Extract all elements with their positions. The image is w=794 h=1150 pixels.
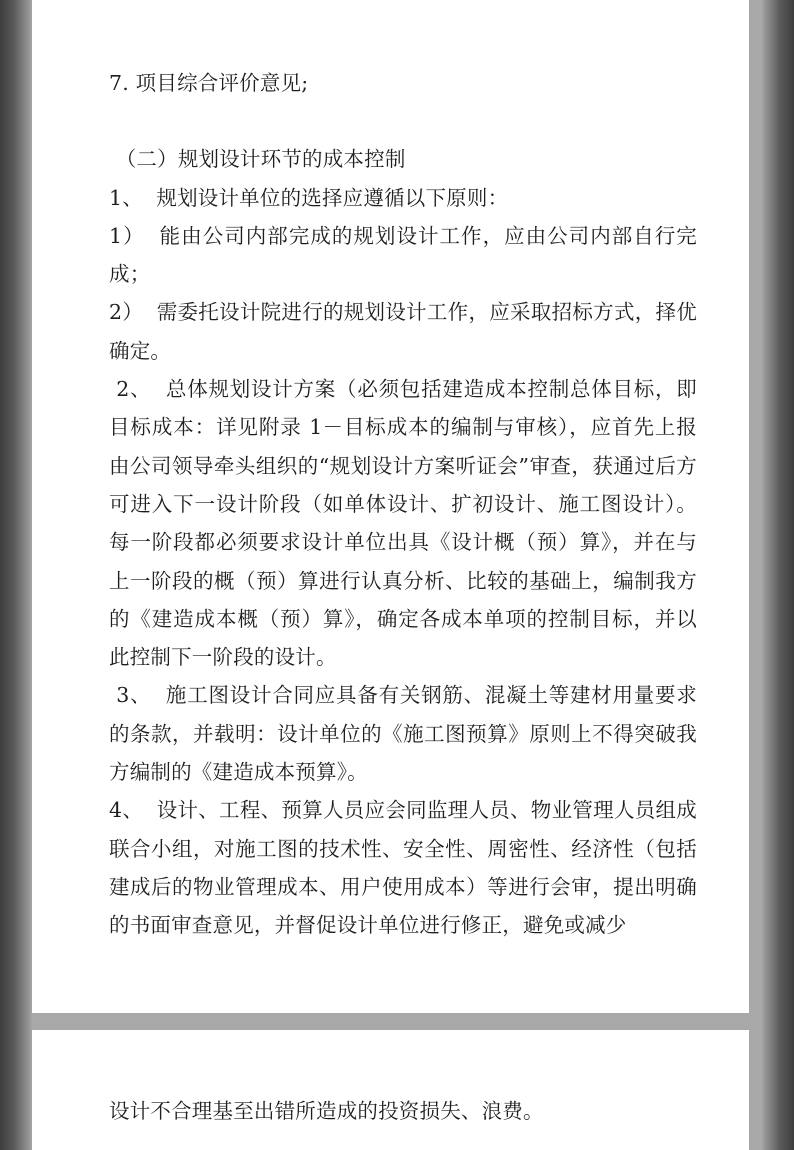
page-text (109, 1092, 697, 1130)
item-7-evaluation: 7. 项目综合评价意见; (109, 71, 309, 95)
clause-1: 1、 规划设计单位的选择应遵循以下原则： (109, 185, 509, 210)
clause-1-sub-1: 1） 能由公司内部完成的规划设计工作，应由公司内部自行完成； (109, 223, 697, 287)
document-page-1 (32, 0, 749, 1013)
clause-4: 4、 设计、工程、预算人员应会同监理人员、物业管理人员组成联合小组，对施工图的技术性、安全性、周密性、经济性（包括建成后的物业管理成本、用户使用成本）等进行会审，提出明确的书面审查意见，并督促设计单位进行修正，避免或减少 (109, 798, 697, 938)
blank-line (109, 102, 697, 140)
clause-3: 3、 施工图设计合同应具备有关钢筋、混凝土等建材用量要求的条款，并载明：设计单位的《施工图预算》原则上不得突破我方编制的《建造成本预算》。 (109, 683, 698, 785)
section-heading: （二）规划设计环节的成本控制 (109, 147, 406, 172)
clause-4-continued: 设计不合理基至出错所造成的投资损失、浪费。 (109, 1099, 544, 1123)
document-page-2 (32, 1030, 749, 1150)
clause-1-sub-2: 2） 需委托设计院进行的规划设计工作，应采取招标方式，择优确定。 (109, 300, 697, 363)
clause-2: 2、 总体规划设计方案（必须包括建造成本控制总体目标，即目标成本：详见附录 1－目标成本的编制与审核），应首先上报由公司领导牵头组织的“规划设计方案听证会”审查，获通过后方可进入下一设计阶段（如单体设计、扩初设计、施工图设计）。每一阶段都必须要求设计单位出具《设计概（预）算》，并在与上一阶段的概（预）算进行认真分析、比较的基础上，编制我方的《建造成本概（预）算》，确定各成本单项的控制目标，并以此控制下一阶段的设计。 (109, 377, 698, 670)
page-text (109, 64, 697, 945)
